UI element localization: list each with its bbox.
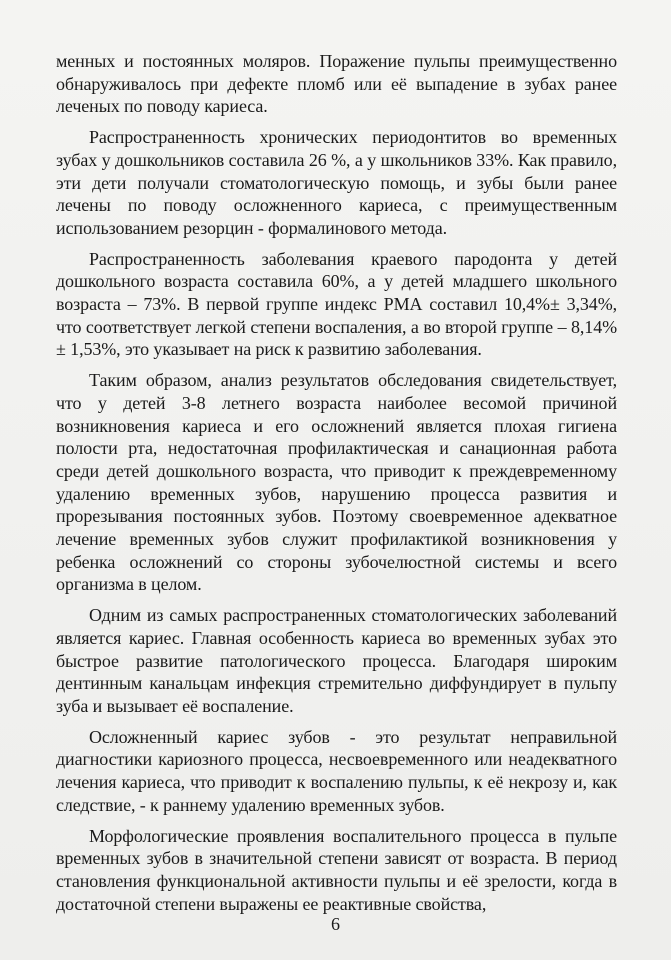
body-text bbox=[56, 50, 617, 915]
paragraph-periodontium: Распространенность заболевания краевого пародонта у детей дошкольного возраста составила 60%, а у детей младшего школьного возраста – 73%. В первой группе индекс РМА составил 10,4%± 3,34%, что соответствует легкой степени воспаления, а во второй группе – 8,14%± 1,53%, это указывает на риск к развитию заболевания. bbox=[56, 248, 617, 360]
paragraph-caries: Одним из самых распространенных стоматологических заболеваний является кариес. Главная особенность кариеса во временных зубах это быстрое развитие патологического процесса. Благодаря широким дентинным канальцам инфекция стремительно диффундирует в пульпу зуба и вызывает её воспаление. bbox=[56, 605, 617, 716]
paragraph-continuation: менных и постоянных моляров. Поражение пульпы преимущественно обнаруживалось при дефекте пломб или её выпадение в зубах ранее леченых по поводу кариеса. bbox=[56, 51, 617, 117]
paragraph-periodontitis: Распространенность хронических периодонтитов во временных зубах у дошкольников составила 26 %, а у школьников 33%. Как правило, эти дети получали стоматологическую помощь, и зубы были ранее лечены по поводу осложненного кариеса, с преимущественным использованием резорцин - формалинового метода. bbox=[56, 127, 617, 238]
paragraph-conclusion: Таким образом, анализ результатов обследования свидетельствует, что у детей 3-8 летнего возраста наиболее весомой причиной возникновения кариеса и его осложнений является плохая гигиена полости рта, недостаточная профилактическая и санационная работа среди детей дошкольного возраста, что приводит к преждевременному удалению временных зубов, нарушению процесса развития и прорезывания постоянных зубов. Поэтому своевременное адекватное лечение временных зубов служит профилактикой возникновения у ребенка осложнений со стороны зубочелюстной системы и всего организма в целом. bbox=[56, 370, 617, 595]
paragraph-morphology: Морфологические проявления воспалительного процесса в пульпе временных зубов в значительной степени зависят от возраста. В период становления функциональной активности пульпы и её зрелости, когда в достаточной степени выражены ее реактивные свойства, bbox=[56, 825, 617, 914]
paragraph-complicated-caries: Осложненный кариес зубов - это результат неправильной диагностики кариозного процесса, несвоевременного или неадекватного лечения кариеса, что приводит к воспалению пульпы, к её некрозу и, как следствие, - к раннему удалению временных зубов. bbox=[56, 726, 617, 815]
page-number: 6 bbox=[331, 914, 340, 934]
